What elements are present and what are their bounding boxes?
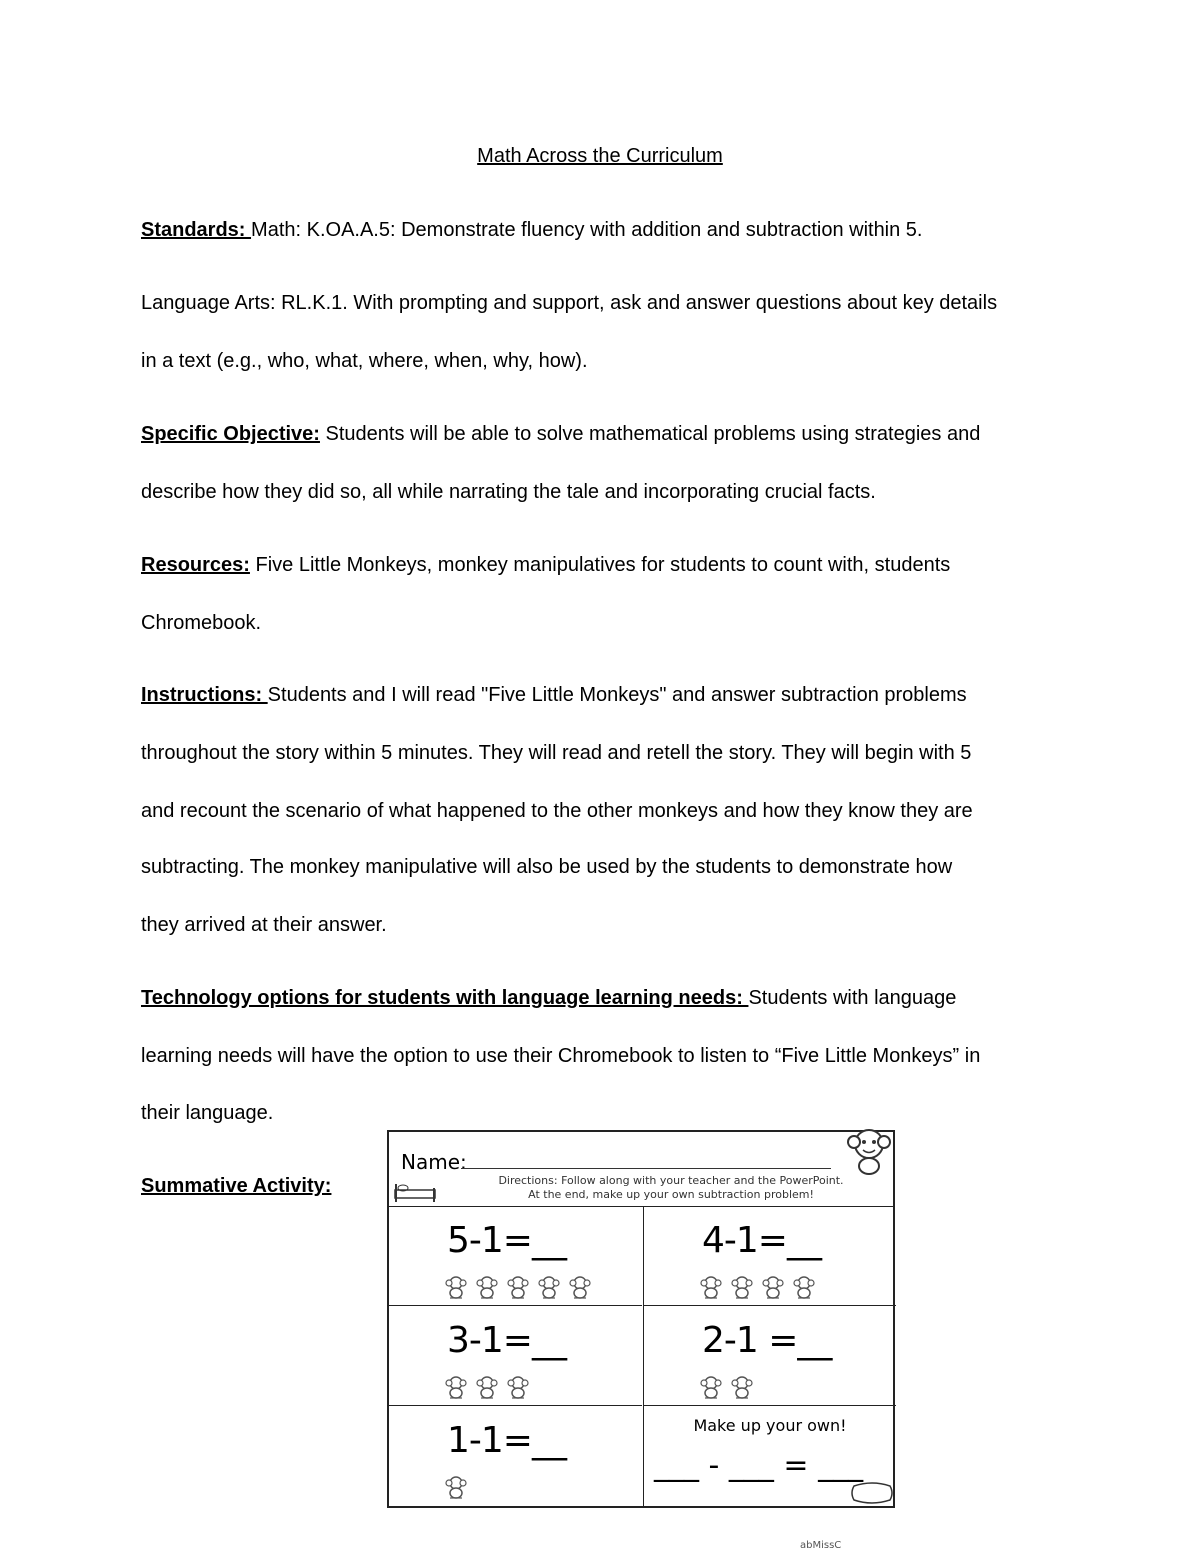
instructions-line-4: subtracting. The monkey manipulative will also be used by the students to demonstrate how	[141, 856, 953, 878]
standards-text-1: Math:	[251, 219, 307, 241]
page-title: Math Across the Curriculum	[477, 145, 723, 167]
monkey-row	[443, 1274, 593, 1300]
worksheet-name-label: Name:	[401, 1150, 467, 1174]
worksheet-header	[389, 1132, 893, 1207]
pillow-icon	[850, 1480, 894, 1506]
monkey-mascot-icon	[839, 1120, 899, 1180]
monkey-icon	[505, 1374, 531, 1400]
technology-line-1	[141, 986, 956, 1010]
make-your-own-cell	[643, 1406, 896, 1508]
resources-label: Resources:	[141, 554, 250, 576]
make-your-own-equation: ___ - ___ = ___	[654, 1448, 864, 1483]
problem-cell	[389, 1206, 642, 1306]
summative-line	[141, 1174, 331, 1198]
technology-line-2: learning needs will have the option to use their Chromebook to listen to “Five Little Monkeys” in	[141, 1045, 981, 1067]
monkey-icon	[791, 1274, 817, 1300]
instructions-line-2: throughout the story within 5 minutes. They will read and retell the story. They will begin with 5	[141, 742, 972, 764]
monkey-icon	[443, 1374, 469, 1400]
problem-equation: 2-1 =__	[702, 1320, 832, 1361]
objective-text-1: Students will be able to solve mathematical problems using strategies and	[319, 423, 981, 445]
bed-icon	[393, 1182, 437, 1204]
make-your-own-title: Make up your own!	[693, 1416, 847, 1435]
worksheet-directions-2: At the end, make up your own subtraction problem!	[528, 1188, 814, 1201]
problem-equation: 4-1=__	[702, 1220, 821, 1261]
resources-line-2: Chromebook.	[141, 612, 262, 634]
worksheet-name-line	[461, 1168, 831, 1169]
objective-label: Specific Objective:	[141, 423, 320, 445]
technology-label: Technology options for students with language learning needs:	[141, 987, 749, 1009]
language-arts-line-2: in a text (e.g., who, what, where, when, why, how).	[141, 350, 588, 372]
problem-cell	[389, 1406, 642, 1508]
monkey-row	[698, 1274, 817, 1300]
monkey-icon	[505, 1274, 531, 1300]
monkey-icon	[760, 1274, 786, 1300]
objective-line-1	[141, 422, 980, 446]
resources-line-1	[141, 553, 950, 577]
worksheet-grid	[389, 1206, 893, 1508]
instructions-line-1	[141, 683, 967, 707]
problem-equation: 3-1=__	[447, 1320, 566, 1361]
monkey-row	[443, 1474, 469, 1500]
standards-line	[141, 218, 923, 242]
monkey-icon	[443, 1274, 469, 1300]
standards-label: Standards:	[141, 219, 252, 241]
monkey-icon	[443, 1474, 469, 1500]
worksheet-credit: abMissC	[800, 1540, 842, 1551]
worksheet-directions-1: Directions: Follow along with your teacher and the PowerPoint.	[498, 1174, 844, 1187]
technology-text-1: Students with language	[748, 987, 957, 1009]
problem-cell	[389, 1306, 642, 1406]
monkey-icon	[729, 1374, 755, 1400]
problem-cell	[643, 1206, 896, 1306]
worksheet-image	[387, 1130, 895, 1508]
objective-line-2: describe how they did so, all while narrating the tale and incorporating crucial facts.	[141, 481, 876, 503]
problem-equation: 5-1=__	[447, 1220, 566, 1261]
monkey-icon	[536, 1274, 562, 1300]
monkey-icon	[698, 1274, 724, 1300]
instructions-line-5: they arrived at their answer.	[141, 914, 387, 936]
monkey-icon	[729, 1274, 755, 1300]
problem-equation: 1-1=__	[447, 1420, 566, 1461]
monkey-row	[698, 1374, 755, 1400]
monkey-icon	[698, 1374, 724, 1400]
resources-text-1: Five Little Monkeys, monkey manipulatives for students to count with, students	[249, 554, 951, 576]
instructions-label: Instructions:	[141, 684, 268, 706]
problem-cell	[643, 1306, 896, 1406]
monkey-icon	[567, 1274, 593, 1300]
monkey-icon	[474, 1374, 500, 1400]
instructions-text-1: Students and I will read "Five Little Monkeys" and answer subtraction problems	[267, 684, 967, 706]
technology-line-3: their language.	[141, 1102, 274, 1124]
monkey-icon	[474, 1274, 500, 1300]
language-arts-line-1: Language Arts: RL.K.1. With prompting and support, ask and answer questions about key details	[141, 292, 998, 314]
instructions-line-3: and recount the scenario of what happened to the other monkeys and how they know they are	[141, 800, 973, 822]
monkey-row	[443, 1374, 531, 1400]
summative-label: Summative Activity:	[141, 1175, 332, 1197]
standards-text-2: K.OA.A.5: Demonstrate fluency with addition and subtraction within 5.	[306, 219, 923, 241]
